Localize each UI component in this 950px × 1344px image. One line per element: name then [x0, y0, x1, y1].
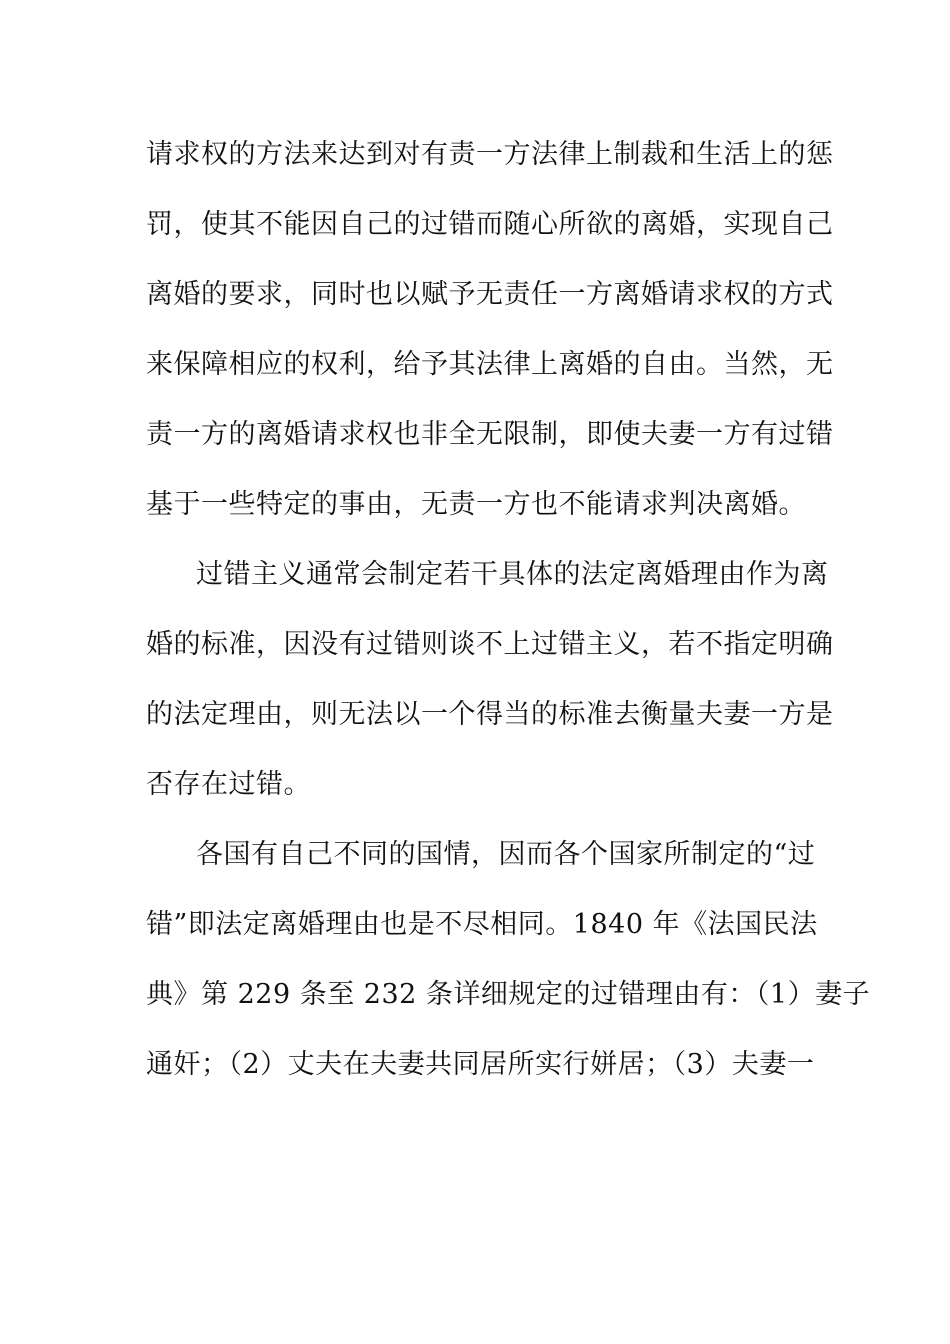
- text-line: 责一方的离婚请求权也非全无限制，即使夫妻一方有过错: [146, 419, 834, 450]
- text-line: 罚，使其不能因自己的过错而随心所欲的离婚，实现自己: [146, 209, 834, 240]
- text-line: 通奸；（2）丈夫在夫妻共同居所实行姘居；（3）夫妻一: [146, 1049, 815, 1080]
- paragraph-first-line: 各国有自己不同的国情，因而各个国家所制定的“过: [196, 839, 816, 870]
- text-line: 离婚的要求，同时也以赋予无责任一方离婚请求权的方式: [146, 279, 834, 310]
- text-line: 请求权的方法来达到对有责一方法律上制裁和生活上的惩: [146, 139, 834, 170]
- paragraph-first-line: 过错主义通常会制定若干具体的法定离婚理由作为离: [196, 559, 829, 590]
- text-line: 否存在过错。: [146, 769, 311, 800]
- text-line: 婚的标准，因没有过错则谈不上过错主义，若不指定明确: [146, 629, 834, 660]
- text-line: 的法定理由，则无法以一个得当的标准去衡量夫妻一方是: [146, 699, 834, 730]
- text-line: 典》第 229 条至 232 条详细规定的过错理由有：（1）妻子: [146, 979, 871, 1010]
- text-line: 来保障相应的权利，给予其法律上离婚的自由。当然，无: [146, 349, 834, 380]
- text-line: 错”即法定离婚理由也是不尽相同。1840 年《法国民法: [146, 909, 818, 940]
- text-line: 基于一些特定的事由，无责一方也不能请求判决离婚。: [146, 489, 806, 520]
